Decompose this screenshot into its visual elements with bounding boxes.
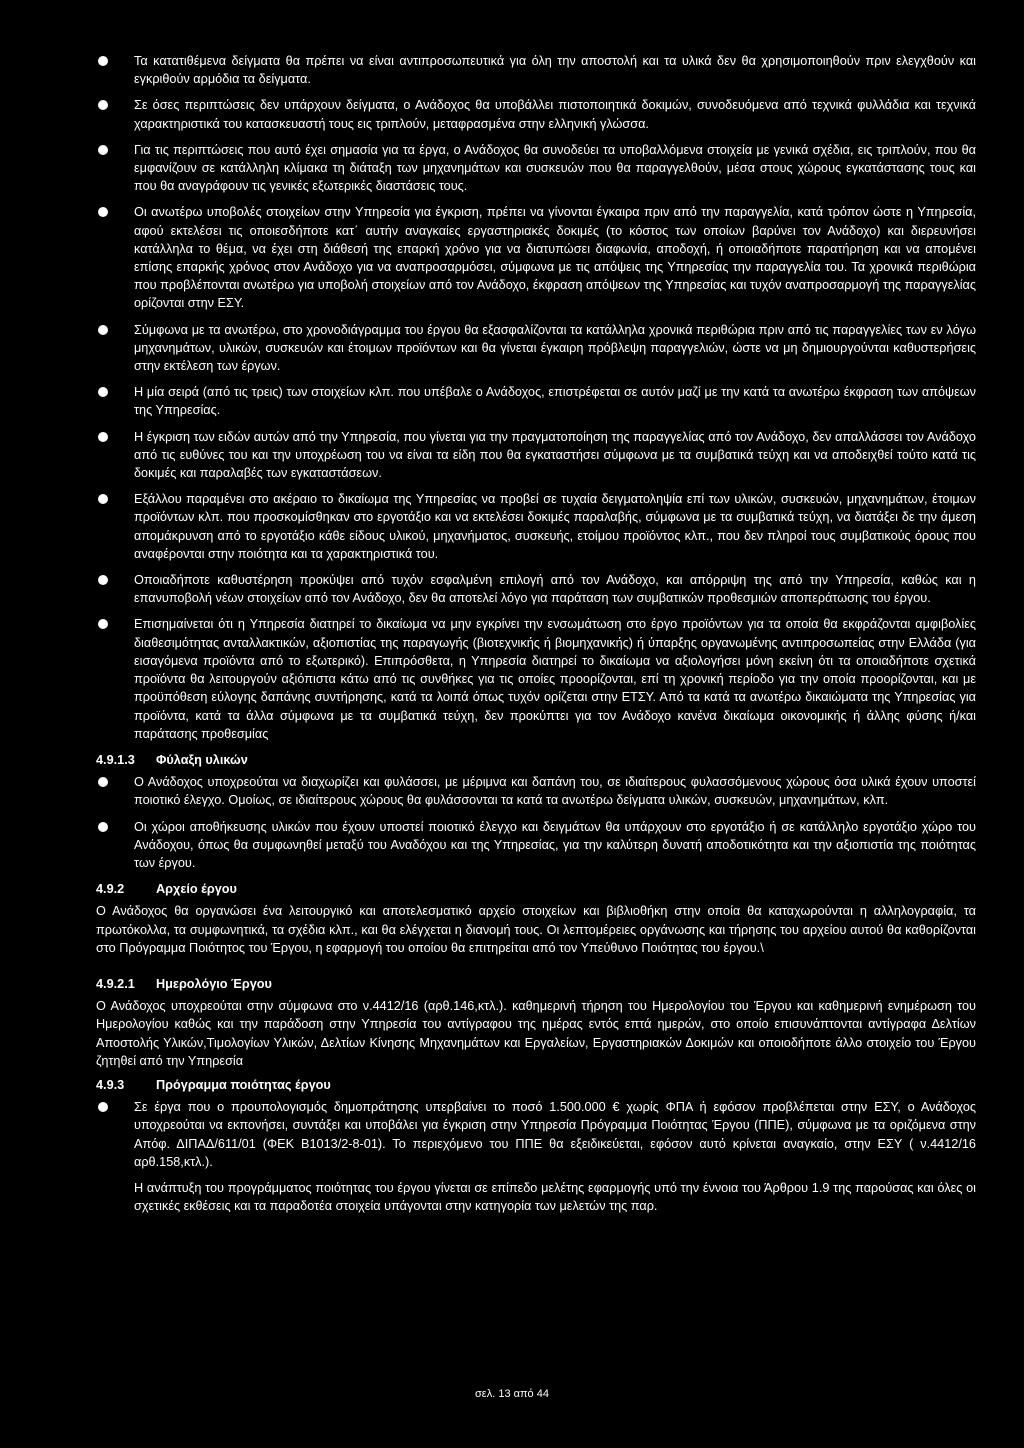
section-number: 4.9.1.3 [96, 752, 135, 767]
bullet-icon [98, 145, 108, 155]
list-item [96, 203, 976, 312]
section-title: Αρχείο έργου [156, 882, 237, 897]
paragraph: Ο Ανάδοχος υποχρεούται στην σύμφωνα στο ν.4412/16 (αρθ.146,κτλ.). καθημερινή τήρηση του Ημερολογίου του Έργου και καθημερινή ενημέρωση του Ημερολογίου καθώς και την παράδοση στην Υπηρεσία του αντίγραφου της ημέρας εντός επτά ημερών, στο οποίο επισυνάπτονται αντίγραφα Δελτίων Αποστολής Υλικών,Τιμολογίων Υλικών, Δελτίων Κίνησης Μηχανημάτων και Εργαλείων, Εργαστηριακών Δοκιμών και οποιοδήποτε άλλο στοιχείο του Έργου ζητηθεί από την Υπηρεσία [96, 999, 976, 1068]
list-item-text: Οποιαδήποτε καθυστέρηση προκύψει από τυχόν εσφαλμένη επιλογή από τον Ανάδοχο, και απόρριψη της από την Υπηρεσία, καθώς και η επανυποβολή νέων στοιχείων από τον Ανάδοχο, δεν θα αποτελεί λόγο για παράταση των συμβατικών προθεσμιών αποπεράτωσης του έργου. [134, 573, 976, 606]
list-item [96, 1098, 976, 1171]
section-title: Πρόγραμμα ποιότητας έργου [156, 1077, 331, 1092]
list-item [96, 615, 976, 742]
page-number: σελ. 13 από 44 [475, 1388, 549, 1400]
list-item-text: Επισημαίνεται ότι η Υπηρεσία διατηρεί το δικαίωμα να μην εγκρίνει την ενσωμάτωση στο έργο προϊόντων για τα οποία θα εκφράζονται αμφιβολίες διαθεσιμότητας ανταλλακτικών, αξιοπιστίας της παραγωγής (βιοτεχνικής ή βιομηχανικής) ή ύπαρξης οργανωμένης αντιπροσωπείας στην Ελλάδα (για εισαγόμενα προϊόντα από το εξωτερικό). Επιπρόσθετα, η Υπηρεσία διατηρεί το δικαίωμα να αξιολογήσει μόνη εκείνη ότι τα οποιαδήποτε σχετικά προϊόντα θα λειτουργούν αξιόπιστα κάτω από τις συνθήκες για τις οποίες προορίζονται, επί τη χρονική περίοδο για την οποία προορίζονται, και με προϋπόθεση εύλογης δαπάνης συντήρησης, κατά τα λοιπά όπως τυχόν ορίζεται στην ΕΤΣΥ. Από τα κατά τα ανωτέρω δικαιώματα της Υπηρεσίας για προϊόντα, κατά τα άλλα σύμφωνα με τα συμβατικά τεύχη, δεν προκύπτει για τον Ανάδοχο κανένα δικαίωμα οικονομικής ή άλλης φύσης ή/και παράτασης προθεσμίας [134, 617, 976, 741]
list-item [96, 96, 976, 132]
list-item [96, 141, 976, 196]
list-item-text: Σύμφωνα με τα ανωτέρω, στο χρονοδιάγραμμα του έργου θα εξασφαλίζονται τα κατάλληλα χρονικά περιθώρια πριν από τις παραγγελίες των εν λόγω μηχανημάτων, υλικών, συσκευών και έτοιμων προϊόντων και θα γίνεται έγκαιρη πρόβλεψη παραγγελιών, ώστε να μη δημιουργούνται καθυστερήσεις στην εκτέλεση των έργων. [134, 322, 976, 374]
bullet-icon [98, 387, 108, 397]
page-content [96, 52, 976, 1221]
list-item [96, 773, 976, 809]
list-item [96, 818, 976, 873]
list-item-text: Η έγκριση των ειδών αυτών από την Υπηρεσία, που γίνεται για την πραγματοποίηση της παραγγελίας από τον Ανάδοχο, δεν απαλλάσσει τον Ανάδοχο από τις ευθύνες του και την υποχρέωση του να είναι τα είδη που θα εγκαταστήσει σύμφωνα με τα συμβατικά τεύχη και να αποδειχθεί τούτο κατά τις δοκιμές και παραλαβές των εγκαταστάσεων. [134, 429, 976, 481]
section-number: 4.9.3 [96, 1077, 125, 1092]
bullet-icon [98, 207, 108, 217]
list-item [96, 52, 976, 88]
paragraph: Η ανάπτυξη του προγράμματος ποιότητας του έργου γίνεται σε επίπεδο μελέτης εφαρμογής υπό την έννοια του Άρθρου 1.9 της παρούσας και όλες οι σχετικές εκθέσεις και τα παραδοτέα στοιχεία υπάγονται στην κατηγορία των μελετών της παρ. [134, 1180, 976, 1214]
list-item-text: Τα κατατιθέμενα δείγματα θα πρέπει να είναι αντιπροσωπευτικά για όλη την αποστολή και τα υλικά δεν θα χρησιμοποιηθούν πριν ελεγχθούν και εγκριθούν αρμόδια τα δείγματα. [134, 54, 976, 87]
list-item [96, 383, 976, 419]
bullet-icon [98, 56, 108, 66]
list-item [96, 321, 976, 376]
list-item [96, 571, 976, 607]
bullet-icon [98, 100, 108, 110]
list-item [96, 428, 976, 483]
bullet-icon [98, 575, 108, 585]
section-title: Ημερολόγιο Έργου [156, 976, 272, 991]
list-item-text: Σε έργα που ο προυπολογισμός δημοπράτησης υπερβαίνει το ποσό 1.500.000 € χωρίς ΦΠΑ ή εφόσον προβλέπεται στην ΕΣΥ, ο Ανάδοχος υποχρεούται να εκπονήσει, συντάξει και υποβάλει για έγκριση στην Υπηρεσία Πρόγραμμα Ποιότητας Έργου (ΠΠΕ), σύμφωνα με τα οριζόμενα στην Απόφ. ΔΙΠΑΔ/611/01 (ΦΕΚ Β1013/2-8-01). Το περιεχόμενο του ΠΠΕ θα εξειδικεύεται, εφόσον αυτό κρίνεται αναγκαίο, στην ΕΣΥ ( ν.4412/16 αρθ.158,κτλ.). [134, 1100, 976, 1169]
bullet-icon [98, 619, 108, 629]
list-item-text: Οι ανωτέρω υποβολές στοιχείων στην Υπηρεσία για έγκριση, πρέπει να γίνονται έγκαιρα πριν από την παραγγελία, κατά τρόπον ώστε η Υπηρεσία, αφού εκτελέσει τις οποιεσδήποτε κατ΄ αυτήν αναγκαίες εργαστηριακές δοκιμές (το κόστος των οποίων βαρύνει τον Ανάδοχο) και διερευνήσει κατάλληλα το θέμα, να έχει στη διάθεσή της επαρκή χρόνο για να διατυπώσει διαφωνία, αποδοχή, ή οποιαδήποτε παρατήρηση και να απομένει επίσης επαρκής χρόνος στον Ανάδοχο για να αναπροσαρμόσει, σύμφωνα με τις απόψεις της Υπηρεσίας την παραγγελία του. Τα χρονικά περιθώρια που προβλέπονται ανωτέρω για υποβολή στοιχείων από τον Ανάδοχο, έκφραση απόψεων της Υπηρεσίας και τυχόν αναπροσαρμογή της παραγγελίας ορίζονται στην ΕΣΥ. [134, 205, 976, 311]
bullet-icon [98, 494, 108, 504]
list-item-text: Σε όσες περιπτώσεις δεν υπάρχουν δείγματα, ο Ανάδοχος θα υποβάλλει πιστοποιητικά δοκιμών, συνοδευόμενα από τεχνικά φυλλάδια και τεχνικά χαρακτηριστικά του κατασκευαστή τους εις τριπλούν, μεταφρασμένα στην ελληνική γλώσσα. [134, 98, 976, 131]
section-heading-4921 [96, 975, 976, 993]
paragraph: Ο Ανάδοχος θα οργανώσει ένα λειτουργικό και αποτελεσματικό αρχείο στοιχείων και βιβλιοθήκη στην οποία θα καταχωρούνται η αλληλογραφία, τα πρωτόκολλα, τα συμφωνητικά, τα σχέδια κλπ., και θα ελέγχεται η διανομή τους. Οι λεπτομέρειες οργάνωσης και τήρησης του αρχείου αυτού θα καθορίζονται στο Πρόγραμμα Ποιότητος του Έργου, η εφαρμογή του οποίου θα επιτηρείται από τον Υπεύθυνο Ποιότητας του έργου.\ [96, 904, 976, 955]
list-item-text: Οι χώροι αποθήκευσης υλικών που έχουν υποστεί ποιοτικό έλεγχο και δειγμάτων θα υπάρχουν στο εργοτάξιο ή σε κατάλληλο εργοτάξιο χώρο του Ανάδοχου, όπως θα συμφωνηθεί μεταξύ του Αναδόχου και της Υπηρεσίας, για την καλύτερη δυνατή αποδοτικότητα και την αξιοπιστία της ποιότητας των έργου. [134, 819, 976, 870]
bullet-icon [98, 432, 108, 442]
section-heading-493 [96, 1076, 976, 1094]
bullet-icon [98, 822, 108, 832]
section-heading-4913 [96, 751, 976, 769]
section-heading-492 [96, 880, 976, 898]
list-item [96, 490, 976, 563]
section-title: Φύλαξη υλικών [156, 752, 248, 767]
bullet-icon [98, 325, 108, 335]
list-item-text: Για τις περιπτώσεις που αυτό έχει σημασία για τα έργα, ο Ανάδοχος θα συνοδεύει τα υποβαλλόμενα στοιχεία με γενικά σχέδια, εις τριπλούν, που θα εμφανίζουν σε κατάλληλη κλίμακα τη διάταξη των μηχανημάτων και συσκευών που θα παραγγελθούν, μέσα στους χώρους εγκατάστασης τους και που θα αναγράφουν τις γενικές εξωτερικές διαστάσεις τους. [134, 142, 976, 194]
section-number: 4.9.2 [96, 882, 125, 897]
list-item-text: Εξάλλου παραμένει στο ακέραιο το δικαίωμα της Υπηρεσίας να προβεί σε τυχαία δειγματοληψία επί των υλικών, συσκευών, μηχανημάτων, έτοιμων προϊόντων κλπ. που προσκομίσθηκαν στο εργοτάξιο και να εκτελέσει δοκιμές παραλαβής, σύμφωνα με τα συμβατικά τεύχη, να διατάξει δε την άμεση απομάκρυνση από το εργοτάξιο κάθε είδους υλικού, μηχανήματος, συσκευής, ετοίμου προϊόντος κλπ., που δεν πληροί τους συμβατικούς όρους που αναφέρονται στην ποιότητα και τα χαρακτηριστικά του. [134, 492, 976, 561]
list-item-text: Ο Ανάδοχος υποχρεούται να διαχωρίζει και φυλάσσει, με μέριμνα και δαπάνη του, σε ιδιαίτερους φυλασσόμενους χώρους όσα υλικά έχουν υποστεί ποιοτικό έλεγχο. Ομοίως, σε ιδιαίτερους χώρους θα φυλάσσονται τα κατά τα ανωτέρω δείγματα υλικών, συσκευών, μηχανημάτων, κλπ. [134, 775, 976, 808]
bullet-icon [98, 777, 108, 787]
list-item-text: Η μία σειρά (από τις τρεις) των στοιχείων κλπ. που υπέβαλε ο Ανάδοχος, επιστρέφεται σε αυτόν μαζί με την κατά τα ανωτέρω έκφραση των απόψεων της Υπηρεσίας. [134, 385, 976, 418]
section-number: 4.9.2.1 [96, 976, 135, 991]
bullet-icon [98, 1102, 108, 1112]
